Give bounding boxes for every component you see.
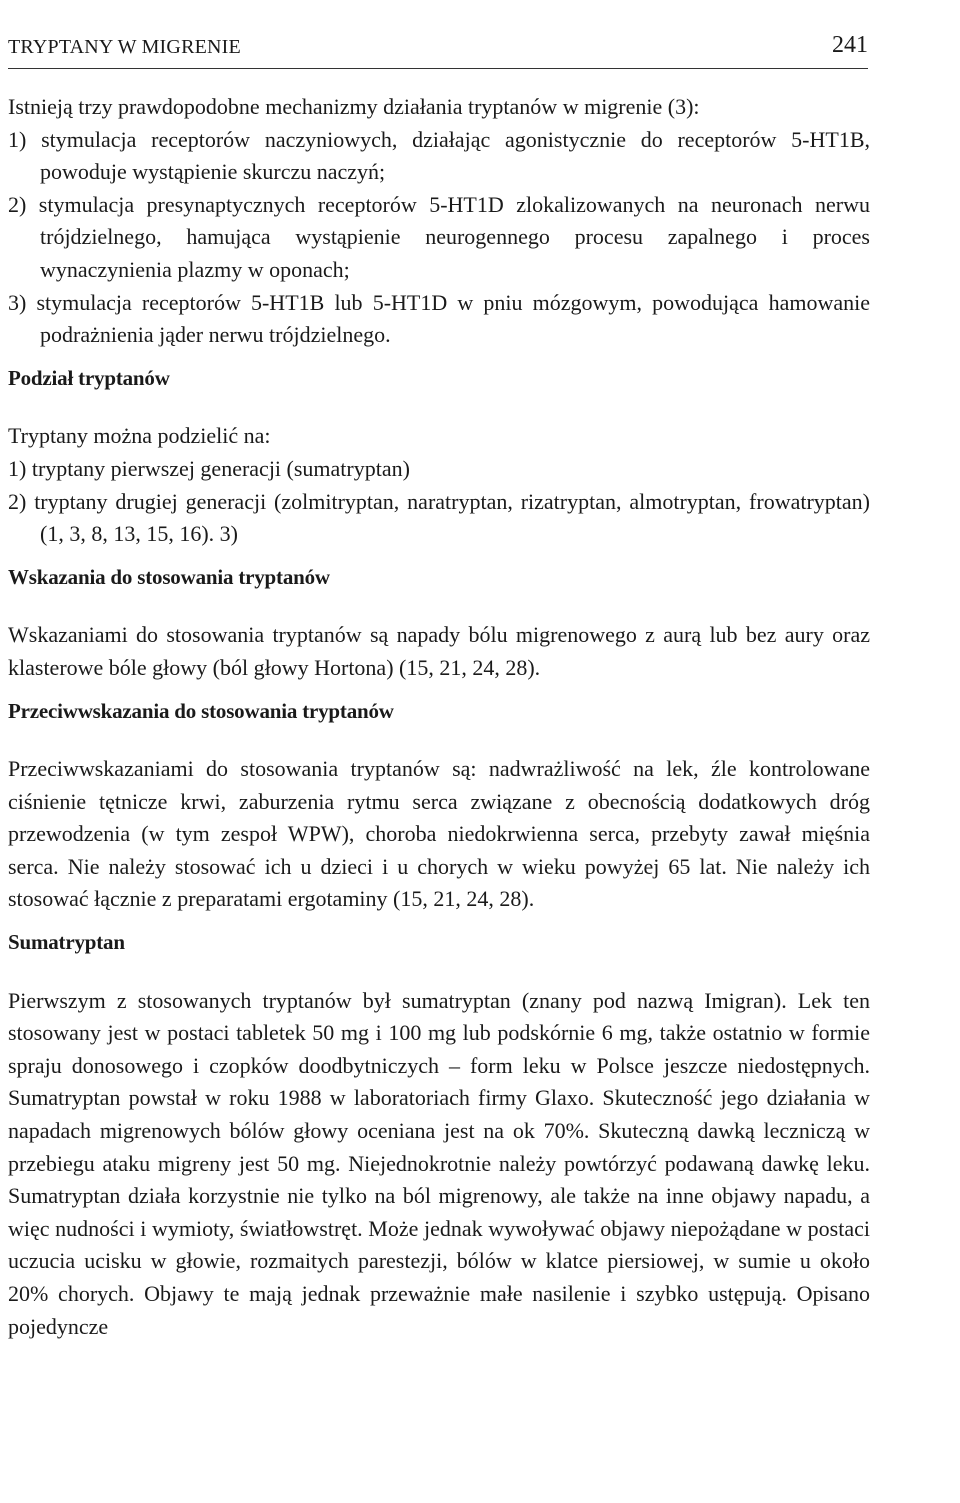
sumatriptan-text: Pierwszym z stosowanych tryptanów był sumatryptan (znany pod nazwą Imigran). Lek ten stosowany jest w postaci tabletek 50 mg i 100 mg lub podskórnie 6 mg, także ostatnio w formie spraju donosowego i czopków doodbytniczych – form leku w Polsce jeszcze niedostępnych. Sumatryptan powstał w roku 1988 w laboratoriach firmy Glaxo. Skuteczność jego działania w napadach migrenowych bólów głowy oceniana jest na ok 70%. Skuteczną dawką leczniczą w przebiegu ataku migreny jest 50 mg. Niejednokrotnie należy powtórzyć podawaną dawkę leku. Sumatryptan działa korzystnie nie tylko na ból migrenowy, ale także na inne objawy napadu, a więc nudności i wymioty, światłowstręt. Może jednak wywoływać objawy niepożądane w postaci uczucia ucisku w głowie, rozmaitych parestezji, bólów w klatce piersiowej, w sumie u około 20% chorych. Objawy te mają jednak przeważnie małe nasilenie i szybko ustępują. Opisano pojedyncze [8,987,870,1339]
section-heading-indications: Wskazania do stosowania tryptanów [8,564,330,589]
spacer [8,959,870,985]
spacer [8,394,870,420]
spacer [8,727,870,753]
section-heading-contraindications: Przeciwwskazania do stosowania tryptanów [8,698,394,723]
division-item-2: 2) tryptany drugiej generacji (zolmitryptan, naratryptan, rizatryptan, almotryptan, frowatryptan) (1, 3, 8, 13, 15, 16). 3) [8,488,870,547]
running-title: TRYPTANY W MIGRENIE [8,36,241,58]
intro-lead: Istnieją trzy prawdopodobne mechanizmy działania tryptanów w migrenie (3): [8,94,700,119]
section-heading-sumatriptan: Sumatryptan [8,930,125,955]
spacer [8,352,870,362]
indications-text: Wskazaniami do stosowania tryptanów są napady bólu migrenowego z aurą lub bez aury oraz klasterowe bóle głowy (ból głowy Hortona) (15, 21, 24, 28). [8,622,870,680]
mechanism-item-3: 3) stymulacja receptorów 5-HT1B lub 5-HT1D w pniu mózgowym, powodująca hamowanie podrażnienia jąder nerwu trójdzielnego. [8,289,870,348]
spacer [8,593,870,619]
spacer [8,685,870,695]
division-lead: Tryptany można podzielić na: [8,423,271,449]
page-content [8,91,870,1343]
header-rule [8,68,868,69]
spacer [8,551,870,561]
section-heading-division: Podział tryptanów [8,365,170,390]
mechanism-item-1: 1) stymulacja receptorów naczyniowych, działając agonistycznie do receptorów 5-HT1B, powoduje wystąpienie skurczu naczyń; [8,126,870,185]
spacer [8,916,870,926]
contraindications-text: Przeciwwskazaniami do stosowania tryptanów są: nadwrażliwość na lek, źle kontrolowane ciśnienie tętnicze krwi, zaburzenia rytmu serca związane z obecnością dodatkowych dróg przewodzenia (w tym zespoł WPW), choroba niedokrwienna serca, przebyty zawał mięśnia serca. Nie należy stosować ich u dzieci i u chorych w wieku powyżej 65 lat. Nie należy ich stosować łącznie z preparatami ergotaminy (15, 21, 24, 28). [8,756,870,912]
page-number: 241 [832,32,868,58]
division-item-1: 1) tryptany pierwszej generacji (sumatryptan) [8,455,410,481]
mechanism-item-2: 2) stymulacja presynaptycznych receptorów 5-HT1D zlokalizowanych na neuronach nerwu trójdzielnego, hamująca wystąpienie neurogennego procesu zapalnego i proces wynaczynienia plazmy w oponach; [8,191,870,282]
